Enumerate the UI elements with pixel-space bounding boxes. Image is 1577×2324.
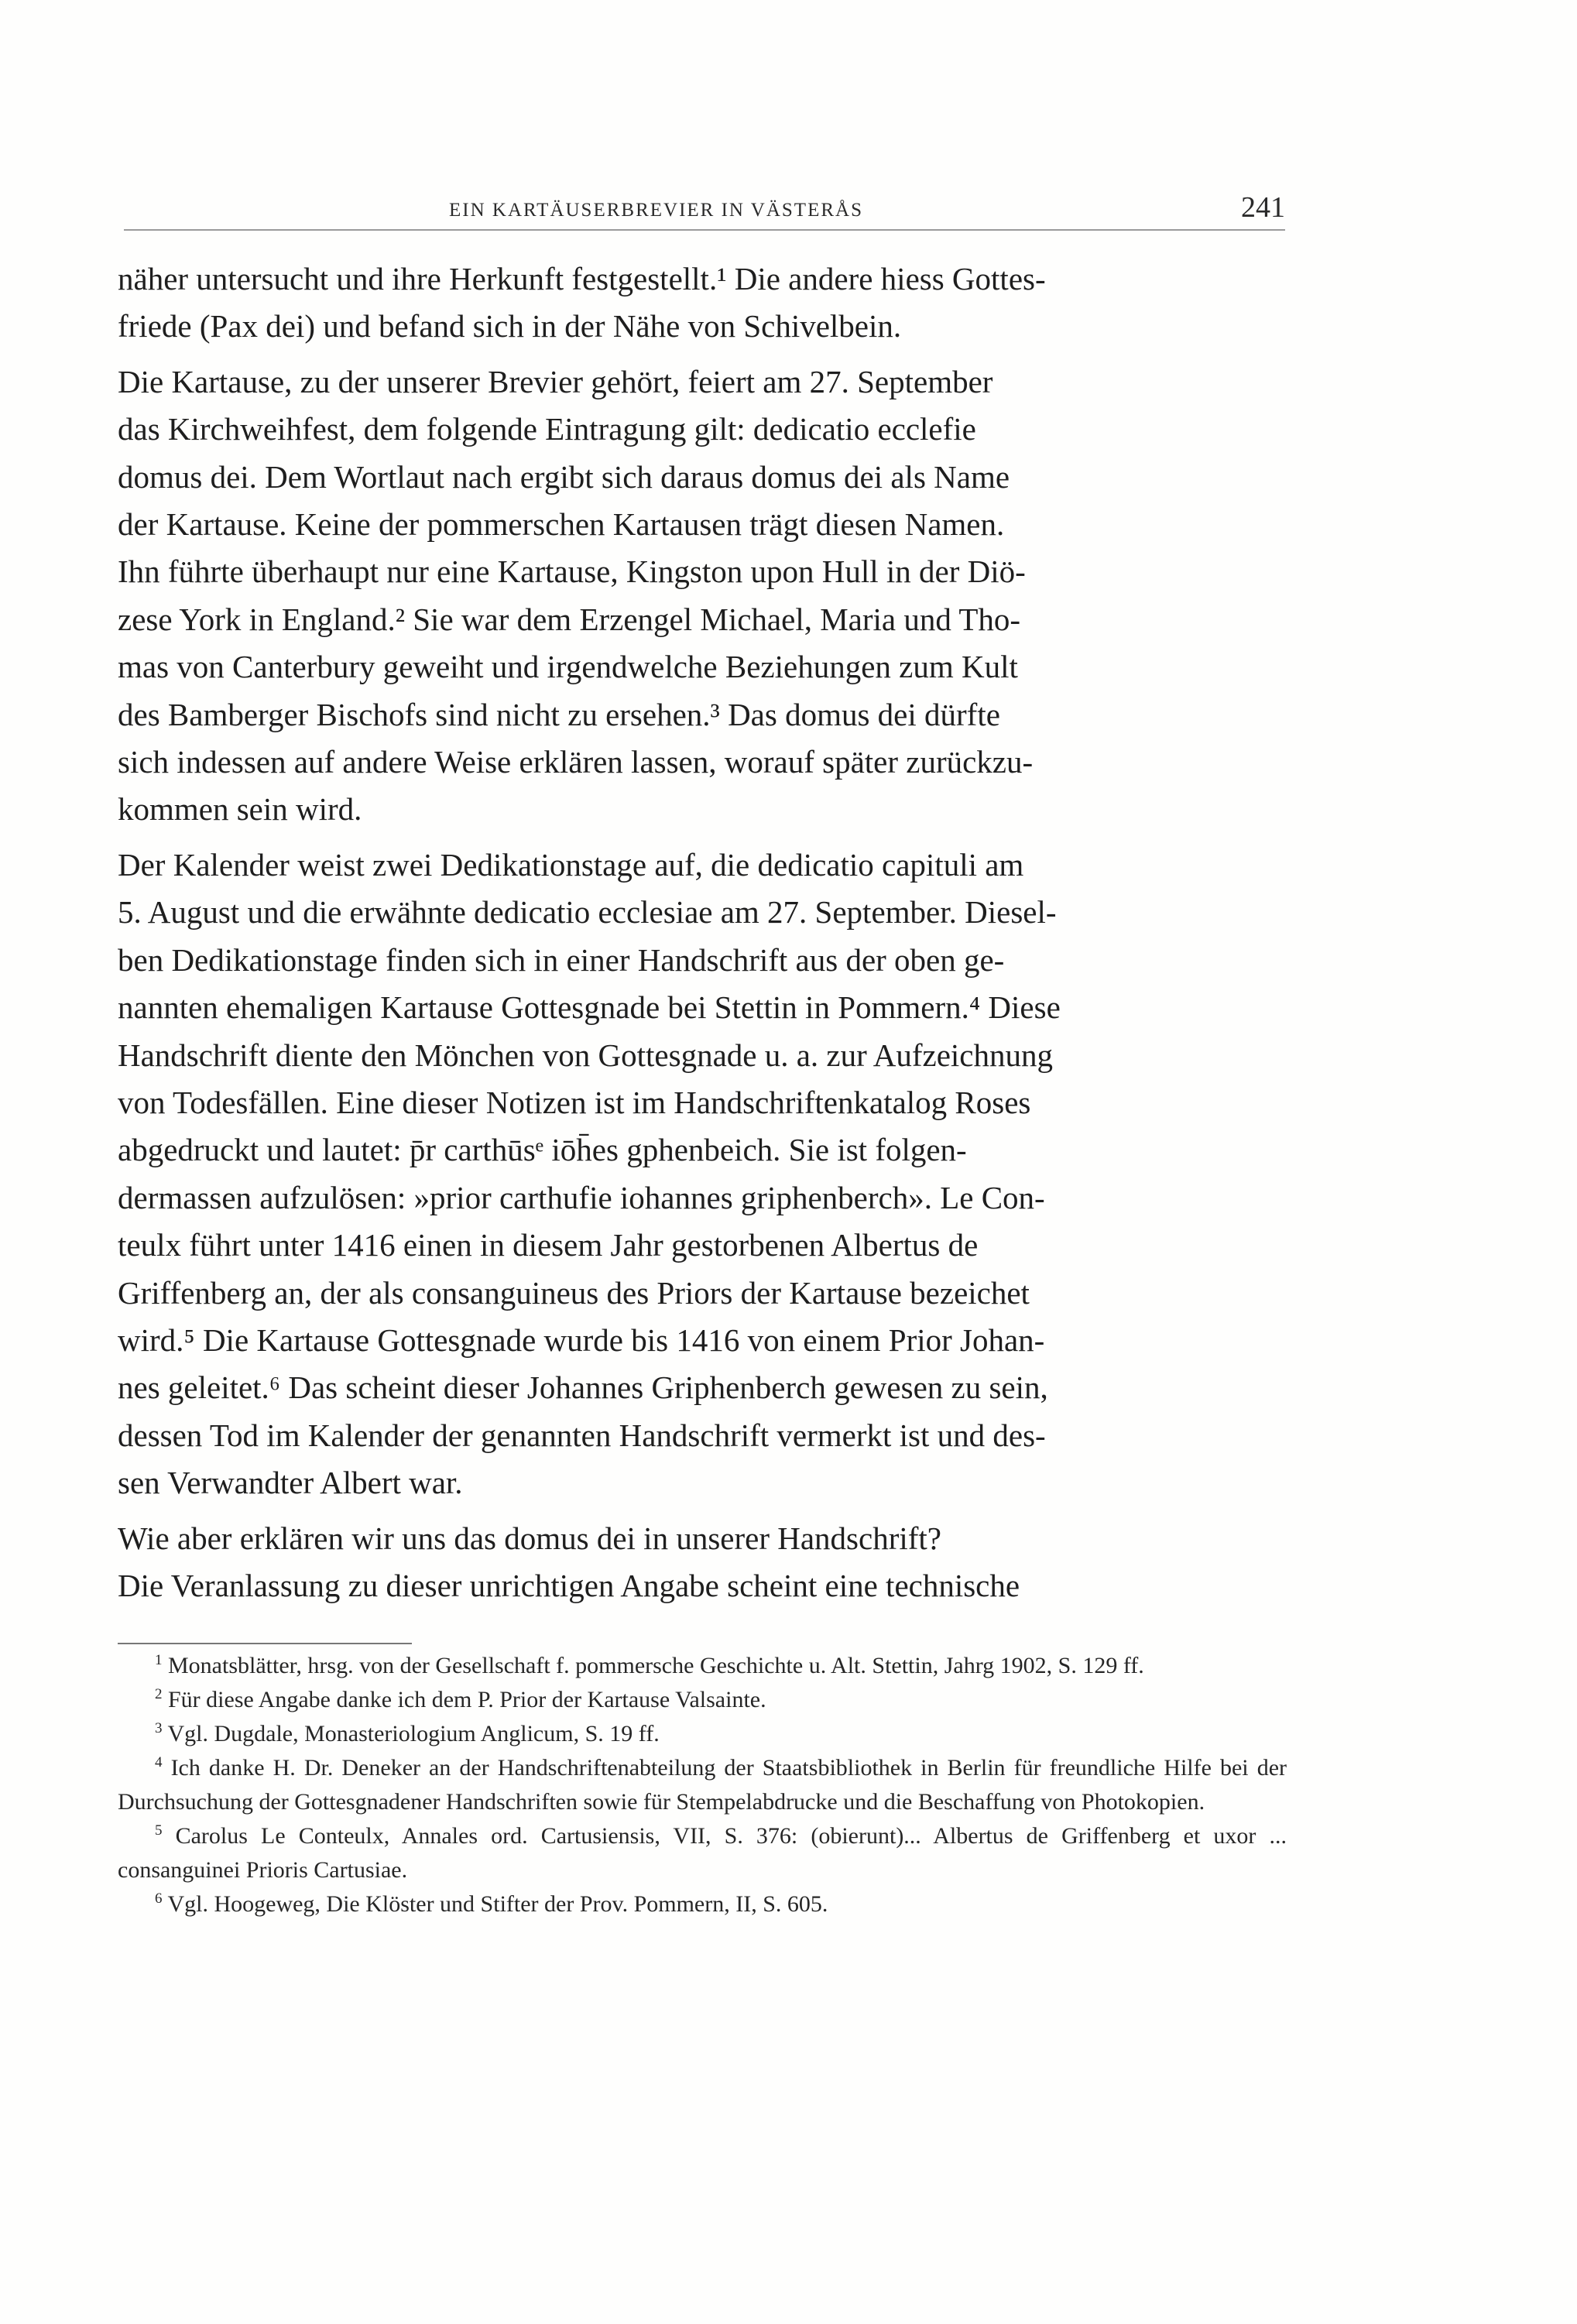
text-line: friede (Pax dei) und befand sich in der Nähe von Schivelbein. (118, 308, 902, 344)
text-line: nes geleitet.⁶ Das scheint dieser Johannes Griphenberch gewesen zu sein, (118, 1369, 1048, 1406)
text-line: Die Veranlassung zu dieser unrichtigen Angabe scheint eine technische (118, 1567, 1020, 1603)
footnote-number: 6 (155, 1890, 163, 1907)
text-line: zese York in England.² Sie war dem Erzengel Michael, Maria und Tho- (118, 601, 1021, 637)
text-line: Griffenberg an, der als consanguineus des Priors der Kartause bezeichet (118, 1274, 1030, 1311)
text-line: dermassen aufzulösen: »prior carthufie iohannes griphenberch». Le Con- (118, 1179, 1045, 1215)
text-line: mas von Canterbury geweiht und irgendwelche Beziehungen zum Kult (118, 649, 1018, 685)
text-line: kommen sein wird. (118, 791, 362, 828)
text-line: domus dei. Dem Wortlaut nach ergibt sich daraus domus dei als Name (118, 458, 1010, 495)
text-line: Die Kartause, zu der unserer Brevier gehört, feiert am 27. September (118, 363, 993, 399)
text-line: sich indessen auf andere Weise erklären lassen, worauf später zurückzu- (118, 744, 1034, 780)
footnote (118, 1751, 1287, 1819)
footnote-number: 1 (155, 1652, 163, 1668)
text-line: abgedruckt und lautet: p̄r carthūsᵉ iōh̄es gphenbeich. Sie ist folgen- (118, 1132, 967, 1168)
footnote-text: Ich danke H. Dr. Deneker an der Handschriftenabteilung der Staatsbibliothek in Berlin für freundliche Hilfe bei der Durchsuchung der Gottesgnadener Handschriften sowie für Stempelabdrucke und die Beschaffung von Photokopien. (118, 1755, 1287, 1815)
text-line: näher untersucht und ihre Herkunft festgestellt.¹ Die andere hiess Gottes- (118, 261, 1046, 296)
footnotes (118, 1649, 1287, 1921)
paragraph (118, 1515, 1287, 1610)
footnote (118, 1649, 1287, 1683)
footnote-number: 2 (155, 1686, 163, 1702)
text-line: das Kirchweihfest, dem folgende Eintragung gilt: dedicatio ecclefie (118, 411, 976, 447)
text-line: Der Kalender weist zwei Dedikationstage auf, die dedicatio capituli am (118, 846, 1024, 883)
footnote (118, 1717, 1287, 1751)
footnote-text: Monatsblätter, hrsg. von der Gesellschaft f. pommersche Geschichte u. Alt. Stettin, Jahrg 1902, S. 129 ff. (168, 1653, 1144, 1678)
text-line: dessen Tod im Kalender der genannten Handschrift vermerkt ist und des- (118, 1417, 1046, 1453)
header-rule (124, 229, 1285, 231)
body-text (118, 255, 1287, 1609)
text-line: wird.⁵ Die Kartause Gottesgnade wurde bis 1416 von einem Prior Johan- (118, 1321, 1045, 1358)
text-line: ben Dedikationstage finden sich in einer Handschrift aus der oben ge- (118, 941, 1005, 978)
footnote-rule (118, 1643, 412, 1644)
text-line: Wie aber erklären wir uns das domus dei in unserer Handschrift? (118, 1520, 941, 1556)
paragraph (118, 358, 1287, 834)
paragraph (118, 842, 1287, 1507)
footnote-number: 3 (155, 1720, 163, 1736)
footnote-number: 4 (155, 1754, 163, 1770)
page-header (124, 191, 1285, 232)
text-line: nannten ehemaligen Kartause Gottesgnade bei Stettin in Pommern.⁴ Diese (118, 989, 1061, 1026)
text-line: von Todesfällen. Eine dieser Notizen ist im Handschriftenkatalog Roses (118, 1084, 1031, 1120)
text-line: Ihn führte überhaupt nur eine Kartause, Kingston upon Hull in der Diö- (118, 554, 1026, 590)
text-line: des Bamberger Bischofs sind nicht zu ersehen.³ Das domus dei dürfte (118, 696, 1000, 732)
paragraph (118, 255, 1287, 351)
footnote (118, 1683, 1287, 1717)
text-line: Handschrift diente den Mönchen von Gottesgnade u. a. zur Aufzeichnung (118, 1037, 1053, 1073)
footnote-text: Vgl. Hoogeweg, Die Klöster und Stifter der Prov. Pommern, II, S. 605. (167, 1891, 828, 1917)
footnote (118, 1887, 1287, 1921)
text-line: der Kartause. Keine der pommerschen Kartausen trägt diesen Namen. (118, 506, 1005, 543)
footnote-text: Carolus Le Conteulx, Annales ord. Cartusiensis, VII, S. 376: (obierunt)... Albertus de Griffenberg et uxor ... consanguinei Prioris Cartusiae. (118, 1823, 1287, 1883)
footnote-text: Für diese Angabe danke ich dem P. Prior der Kartause Valsainte. (168, 1687, 766, 1712)
footnote (118, 1819, 1287, 1887)
running-title: EIN KARTÄUSERBREVIER IN VÄSTERÅS (449, 200, 863, 221)
footnote-text: Vgl. Dugdale, Monasteriologium Anglicum, S. 19 ff. (167, 1721, 660, 1746)
text-line: teulx führt unter 1416 einen in diesem Jahr gestorbenen Albertus de (118, 1227, 979, 1263)
page-number: 241 (1241, 191, 1285, 224)
footnote-number: 5 (155, 1822, 163, 1839)
text-line: 5. August und die erwähnte dedicatio ecclesiae am 27. September. Diesel- (118, 894, 1057, 931)
text-line: sen Verwandter Albert war. (118, 1465, 463, 1501)
